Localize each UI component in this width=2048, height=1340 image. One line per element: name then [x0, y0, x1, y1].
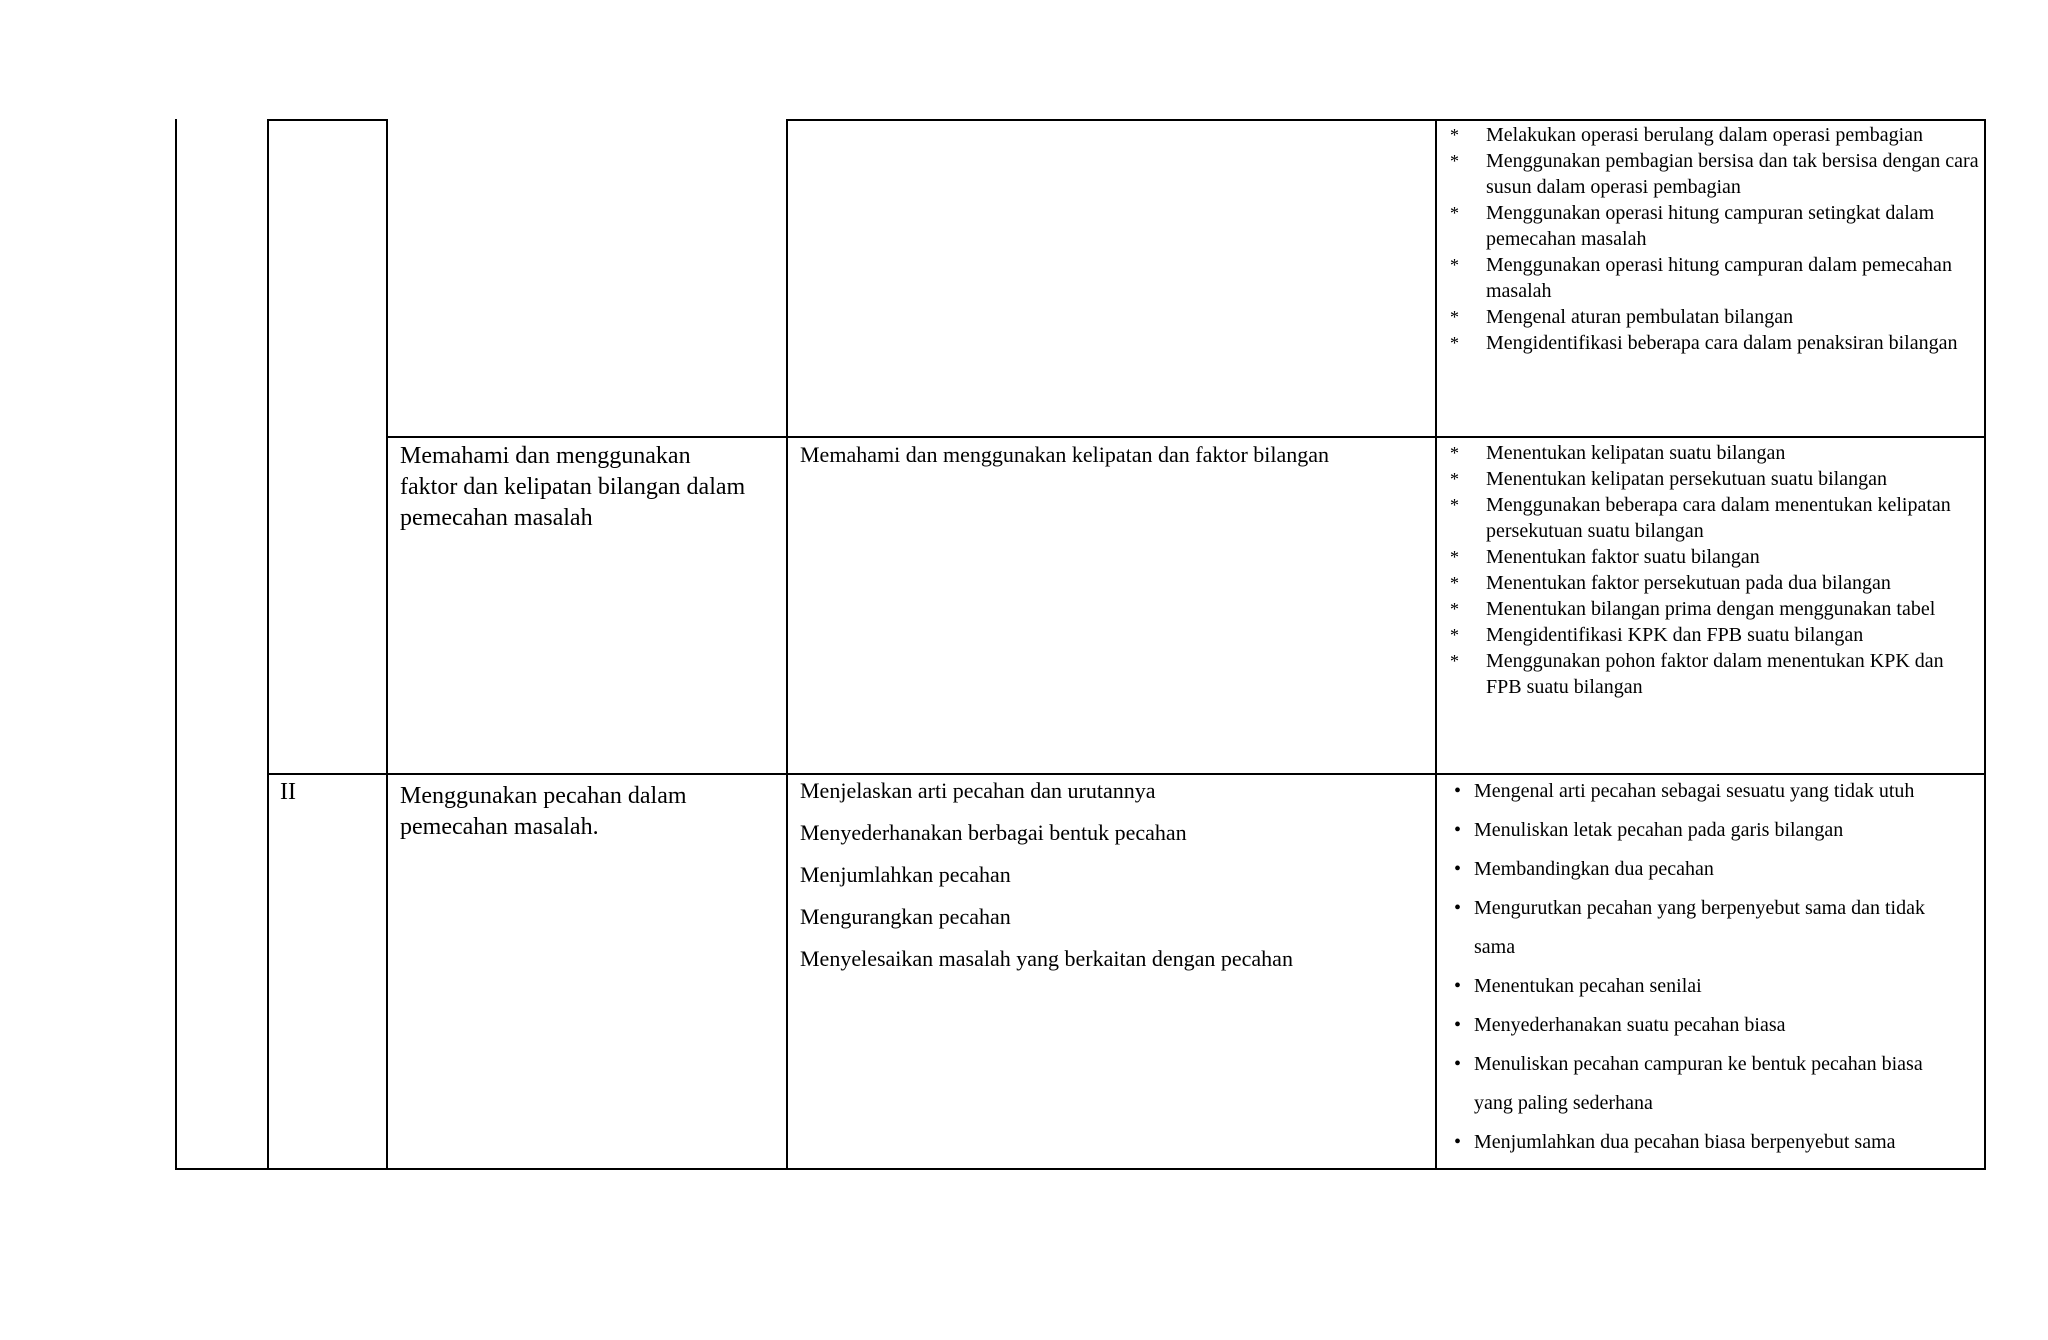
indicator-text: Menggunakan beberapa cara dalam menentukan kelipatan persekutuan suatu bilangan [1486, 494, 1951, 542]
indicator-list [1440, 122, 1980, 356]
bullet-marker: * [1450, 307, 1459, 327]
list-item [1440, 330, 1980, 356]
list-item [1452, 1006, 1982, 1045]
indicator-text: Membandingkan dua pecahan [1474, 858, 1714, 880]
row3-standard-cell [400, 781, 750, 843]
row3-indicators-cell [1452, 772, 1982, 1162]
bullet-marker: * [1450, 547, 1459, 567]
indicator-text: Menentukan bilangan prima dengan menggunakan tabel [1486, 598, 1936, 620]
indicator-text: Mengenal aturan pembulatan bilangan [1486, 306, 1794, 328]
competency-text: Mengurangkan pecahan [800, 904, 1011, 929]
bullet-marker: * [1450, 651, 1459, 671]
competency-text: Menyelesaikan masalah yang berkaitan dengan pecahan [800, 946, 1293, 971]
indicator-text: Menggunakan pohon faktor dalam menentukan KPK dan FPB suatu bilangan [1486, 650, 1944, 698]
table-column-divider [1435, 119, 1437, 1168]
list-item [1440, 440, 1980, 466]
list-item [1452, 772, 1982, 811]
indicator-text: Mengenal arti pecahan sebagai sesuatu yang tidak utuh [1474, 780, 1915, 802]
list-item [1440, 122, 1980, 148]
competency-text: Menjumlahkan pecahan [800, 862, 1011, 887]
indicator-text: Menentukan pecahan senilai [1474, 975, 1702, 997]
list-item [1440, 622, 1980, 648]
bullet-marker: * [1450, 469, 1459, 489]
table-border-left [175, 119, 177, 1168]
table-column-divider [267, 119, 269, 1168]
bullet-marker: * [1450, 599, 1459, 619]
indicator-text: Menyederhanakan suatu pecahan biasa [1474, 1014, 1786, 1036]
bullet-marker: * [1450, 203, 1459, 223]
table-top-border [267, 119, 388, 121]
list-item [1440, 570, 1980, 596]
list-item [1452, 889, 1964, 967]
indicator-text: Menentukan kelipatan suatu bilangan [1486, 442, 1786, 464]
competency-text: Menjelaskan arti pecahan dan urutannya [800, 778, 1156, 803]
bullet-marker: • [1454, 858, 1462, 880]
indicator-text: Mengidentifikasi KPK dan FPB suatu bilangan [1486, 624, 1864, 646]
bullet-marker: * [1450, 573, 1459, 593]
indicator-text: Melakukan operasi berulang dalam operasi pembagian [1486, 124, 1924, 146]
bullet-marker: • [1454, 819, 1462, 841]
competency-text: Memahami dan menggunakan kelipatan dan faktor bilangan [800, 442, 1330, 467]
bullet-marker: * [1450, 333, 1459, 353]
standard-text: Menggunakan pecahan dalam pemecahan masalah. [400, 783, 687, 840]
row2-competency-cell [800, 441, 1430, 469]
indicator-text: Menuliskan letak pecahan pada garis bilangan [1474, 819, 1844, 841]
bullet-marker: * [1450, 443, 1459, 463]
list-item [1440, 304, 1980, 330]
bullet-marker: * [1450, 125, 1459, 145]
indicator-text: Menjumlahkan dua pecahan biasa berpenyebut sama [1474, 1131, 1896, 1153]
list-item [1452, 967, 1982, 1006]
row3-competency-cell [800, 770, 1430, 980]
indicator-list [1440, 440, 1980, 700]
bullet-marker: • [1454, 897, 1462, 919]
table-column-divider [386, 119, 388, 1168]
row-number: II [280, 779, 296, 805]
bullet-marker: • [1454, 780, 1462, 802]
row2-standard-cell [400, 441, 750, 534]
indicator-text: Menentukan faktor suatu bilangan [1486, 546, 1760, 568]
table-border-right [1984, 119, 1986, 1168]
indicator-text: Menggunakan pembagian bersisa dan tak bersisa dengan cara susun dalam operasi pembagian [1486, 150, 1979, 198]
bullet-marker: * [1450, 495, 1459, 515]
indicator-text: Menentukan faktor persekutuan pada dua bilangan [1486, 572, 1891, 594]
list-item [1440, 648, 1980, 700]
list-item [1440, 544, 1980, 570]
bullet-marker: • [1454, 975, 1462, 997]
list-item [1440, 596, 1980, 622]
bullet-marker: • [1454, 1053, 1462, 1075]
row3-number-cell [280, 777, 360, 808]
list-item [1452, 811, 1982, 850]
bullet-marker: * [1450, 151, 1459, 171]
indicator-text: Menuliskan pecahan campuran ke bentuk pecahan biasa yang paling sederhana [1474, 1053, 1923, 1114]
bullet-marker: • [1454, 1014, 1462, 1036]
list-item [1440, 200, 1980, 252]
bullet-marker: * [1450, 625, 1459, 645]
table-top-border [786, 119, 1986, 121]
competency-text: Menyederhanakan berbagai bentuk pecahan [800, 820, 1187, 845]
indicator-list [1452, 772, 1982, 1162]
list-item [1440, 492, 1980, 544]
indicator-text: Mengurutkan pecahan yang berpenyebut sama dan tidak sama [1474, 897, 1925, 958]
list-item [1452, 1123, 1982, 1162]
table-row-divider [386, 436, 1986, 438]
list-item [1452, 1045, 1964, 1123]
table-bottom-border [175, 1168, 1986, 1170]
list-item [1452, 850, 1982, 889]
table-column-divider [786, 119, 788, 1168]
standard-text: Memahami dan menggunakan faktor dan kelipatan bilangan dalam pemecahan masalah [400, 443, 746, 531]
indicator-text: Menentukan kelipatan persekutuan suatu bilangan [1486, 468, 1887, 490]
bullet-marker: • [1454, 1131, 1462, 1153]
row2-indicators-cell [1440, 440, 1980, 700]
indicator-text: Menggunakan operasi hitung campuran dalam pemecahan masalah [1486, 254, 1952, 302]
list-item [1440, 148, 1980, 200]
row1-indicators-cell [1440, 122, 1980, 356]
list-item [1440, 252, 1980, 304]
indicator-text: Menggunakan operasi hitung campuran setingkat dalam pemecahan masalah [1486, 202, 1935, 250]
list-item [1440, 466, 1980, 492]
bullet-marker: * [1450, 255, 1459, 275]
indicator-text: Mengidentifikasi beberapa cara dalam penaksiran bilangan [1486, 332, 1958, 354]
